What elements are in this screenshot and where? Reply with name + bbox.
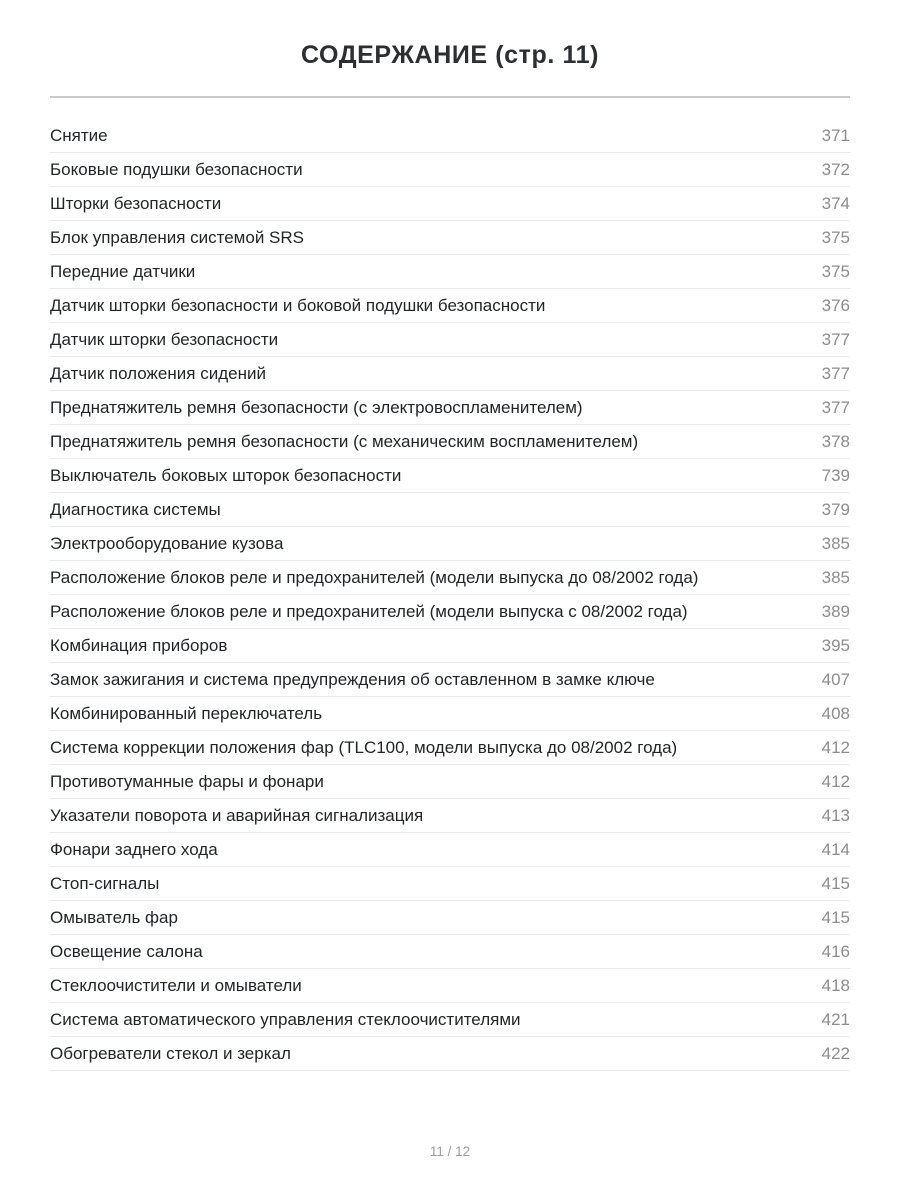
toc-item-page: 372 bbox=[821, 159, 850, 179]
toc-row[interactable] bbox=[50, 221, 850, 255]
toc-item-label: Блок управления системой SRS bbox=[50, 227, 304, 247]
toc-row[interactable] bbox=[50, 1003, 850, 1037]
toc-item-page: 395 bbox=[821, 635, 850, 655]
toc-item-page: 415 bbox=[821, 873, 850, 893]
toc-item-page: 739 bbox=[821, 465, 850, 485]
toc-item-label: Фонари заднего хода bbox=[50, 839, 218, 859]
toc-item-label: Преднатяжитель ремня безопасности (с электровоспламенителем) bbox=[50, 397, 583, 417]
toc-row[interactable] bbox=[50, 731, 850, 765]
toc-item-label: Преднатяжитель ремня безопасности (с механическим воспламенителем) bbox=[50, 431, 639, 451]
page-title: СОДЕРЖАНИЕ (стр. 11) bbox=[300, 41, 600, 69]
toc-item-page: 377 bbox=[821, 329, 850, 349]
toc-item-label: Освещение салона bbox=[50, 941, 203, 961]
toc-item-page: 412 bbox=[821, 737, 850, 757]
page-indicator: 11 / 12 bbox=[429, 1144, 471, 1159]
toc-row[interactable] bbox=[50, 391, 850, 425]
toc-item-label: Система автоматического управления стеклоочистителями bbox=[50, 1009, 521, 1029]
toc-item-label: Электрооборудование кузова bbox=[50, 533, 284, 553]
toc-item-label: Выключатель боковых шторок безопасности bbox=[50, 465, 402, 485]
toc-item-page: 375 bbox=[821, 227, 850, 247]
toc-item-label: Указатели поворота и аварийная сигнализация bbox=[50, 805, 424, 825]
toc-item-label: Диагностика системы bbox=[50, 499, 221, 519]
toc-item-label: Комбинация приборов bbox=[50, 635, 228, 655]
toc-row[interactable] bbox=[50, 425, 850, 459]
toc-row[interactable] bbox=[50, 1037, 850, 1071]
toc-item-label: Датчик шторки безопасности и боковой подушки безопасности bbox=[50, 295, 546, 315]
toc-item-page: 385 bbox=[821, 567, 850, 587]
toc-row[interactable] bbox=[50, 867, 850, 901]
toc-item-page: 377 bbox=[821, 397, 850, 417]
toc-item-label: Шторки безопасности bbox=[50, 193, 222, 213]
toc-item-page: 412 bbox=[821, 771, 850, 791]
toc-item-label: Омыватель фар bbox=[50, 907, 178, 927]
toc-item-page: 374 bbox=[821, 193, 850, 213]
toc-row[interactable] bbox=[50, 799, 850, 833]
toc-item-page: 376 bbox=[821, 295, 850, 315]
toc-row[interactable] bbox=[50, 323, 850, 357]
toc-item-label: Боковые подушки безопасности bbox=[50, 159, 303, 179]
toc-item-label: Датчик положения сидений bbox=[50, 363, 266, 383]
toc-list bbox=[50, 119, 850, 1071]
toc-item-label: Датчик шторки безопасности bbox=[50, 329, 279, 349]
toc-item-page: 422 bbox=[821, 1043, 850, 1063]
toc-item-label: Комбинированный переключатель bbox=[50, 703, 323, 723]
toc-item-label: Замок зажигания и система предупреждения об оставленном в замке ключе bbox=[50, 669, 655, 689]
toc-row[interactable] bbox=[50, 697, 850, 731]
toc-row[interactable] bbox=[50, 765, 850, 799]
toc-row[interactable] bbox=[50, 357, 850, 391]
toc-item-label: Противотуманные фары и фонари bbox=[50, 771, 324, 791]
toc-item-label: Стоп-сигналы bbox=[50, 873, 160, 893]
toc-item-page: 371 bbox=[821, 125, 850, 145]
toc-row[interactable] bbox=[50, 969, 850, 1003]
toc-row[interactable] bbox=[50, 935, 850, 969]
toc-item-label: Передние датчики bbox=[50, 261, 196, 281]
toc-item-page: 407 bbox=[821, 669, 850, 689]
toc-row[interactable] bbox=[50, 629, 850, 663]
toc-row[interactable] bbox=[50, 595, 850, 629]
header-divider bbox=[50, 96, 850, 98]
toc-item-page: 416 bbox=[821, 941, 850, 961]
toc-row[interactable] bbox=[50, 901, 850, 935]
toc-item-page: 414 bbox=[821, 839, 850, 859]
toc-item-page: 389 bbox=[821, 601, 850, 621]
toc-item-label: Расположение блоков реле и предохранителей (модели выпуска с 08/2002 года) bbox=[50, 601, 688, 621]
toc-item-page: 377 bbox=[821, 363, 850, 383]
toc-item-label: Снятие bbox=[50, 125, 108, 145]
toc-item-page: 375 bbox=[821, 261, 850, 281]
toc-row[interactable] bbox=[50, 493, 850, 527]
toc-row[interactable] bbox=[50, 527, 850, 561]
toc-item-page: 415 bbox=[821, 907, 850, 927]
toc-row[interactable] bbox=[50, 187, 850, 221]
toc-item-page: 385 bbox=[821, 533, 850, 553]
toc-row[interactable] bbox=[50, 459, 850, 493]
toc-item-label: Система коррекции положения фар (TLC100, модели выпуска до 08/2002 года) bbox=[50, 737, 678, 757]
toc-row[interactable] bbox=[50, 153, 850, 187]
toc-row[interactable] bbox=[50, 289, 850, 323]
toc-row[interactable] bbox=[50, 663, 850, 697]
toc-item-label: Расположение блоков реле и предохранителей (модели выпуска до 08/2002 года) bbox=[50, 567, 699, 587]
toc-row[interactable] bbox=[50, 255, 850, 289]
toc-item-page: 421 bbox=[821, 1009, 850, 1029]
toc-item-page: 379 bbox=[821, 499, 850, 519]
toc-row[interactable] bbox=[50, 119, 850, 153]
toc-item-label: Обогреватели стекол и зеркал bbox=[50, 1043, 291, 1063]
toc-item-label: Стеклоочистители и омыватели bbox=[50, 975, 302, 995]
toc-item-page: 413 bbox=[821, 805, 850, 825]
toc-row[interactable] bbox=[50, 561, 850, 595]
toc-item-page: 378 bbox=[821, 431, 850, 451]
toc-item-page: 418 bbox=[821, 975, 850, 995]
toc-row[interactable] bbox=[50, 833, 850, 867]
toc-item-page: 408 bbox=[821, 703, 850, 723]
